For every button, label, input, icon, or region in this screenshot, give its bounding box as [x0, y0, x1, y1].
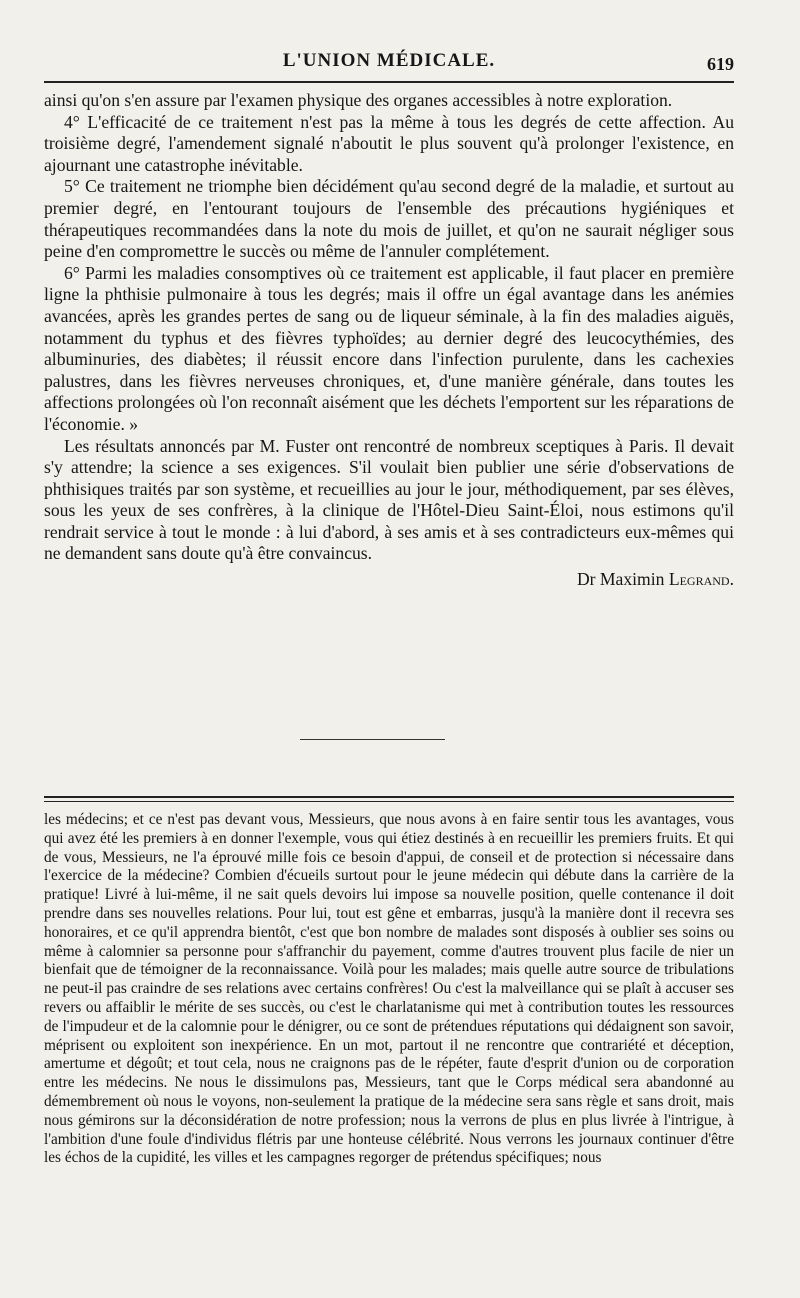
- page-header: [44, 50, 734, 80]
- feuilleton-paragraph: les médecins; et ce n'est pas devant vous, Messieurs, que nous avons à en faire sentir tous les avantages, vous qui avez été les premiers à en donner l'exemple, vous qui étiez destinés à en recueillir les premiers fruits. Et qui de vous, Messieurs, ne l'a éprouvé mille fois ce besoin d'appui, de conseil et de protection si nécessaire dans l'exercice de la médecine? Combien d'écueils surtout pour le jeune médecin qui débute dans la carrière de la pratique! Livré à lui-même, il ne sait quels devoirs lui impose sa nouvelle position, quelle contenance il doit prendre dans ses nouvelles relations. Pour lui, tout est gêne et embarras, jusqu'à la manière dont il recevra ses honoraires, et ce qu'il apprendra bientôt, c'est que bon nombre de malades sont disposés à oublier ses soins ou même à calomnier sa personne pour s'affranchir du payement, comme d'autres trouvent plus facile de nier un bienfait que de témoigner de la reconnaissance. Voilà pour les malades; mais quelle autre source de tribulations ne peut-il pas craindre de ses relations avec certains confrères! Ou c'est la malveillance qui se plaît à accuser ses revers ou affaiblir le mérite de ses succès, ou c'est le charlatanisme qui met à contribution toutes les ressources de l'impudeur et de la calomnie pour le dénigrer, ou ce sont de prétendues réputations qui dédaignent son savoir, méprisent ou exploitent son inexpérience. En un mot, partout il ne rencontre que contrariété et déception, amertume et dégoût; et tout cela, nous ne craignons pas de le répéter, faute d'esprit d'union ou de corporation entre les médecins. Ne nous le dissimulons pas, Messieurs, tant que le Corps médical sera abandonné au démembrement où nous le voyons, non-seulement la pratique de la médecine sera sans règle et sans droit, mais nous gémirons sur la déconsidération de notre profession; nous la verrons de plus en plus livrée à l'intrigue, à l'ambition d'une foule d'individus flétris par une honteuse célébrité. Nous verrons les journaux continuer d'être les échos de la cupidité, les villes et les campagnes regorger de prétendus spécifiques; nous: [44, 811, 734, 1167]
- article-end-rule: [300, 739, 445, 740]
- signature-name: Legrand.: [668, 569, 734, 590]
- feuilleton-body: [44, 811, 734, 1168]
- journal-title: L'UNION MÉDICALE.: [282, 50, 496, 71]
- feuilleton-rule: [44, 796, 734, 798]
- paragraph-point-6: 6° Parmi les maladies consomptives où ce traitement est applicable, il faut placer en première ligne la phthisie pulmonaire à tous les degrés; mais il offre un égal avantage dans les anémies avancées, après les grandes pertes de sang ou de liqueur séminale, à la fin des maladies aiguës, notamment du typhus et des fièvres typhoïdes; au dernier degré des leucocythémies, des albuminuries, des diabètes; il réussit encore dans l'infection purulente, dans les cachexies palustres, dans les fièvres nerveuses chroniques, et, d'une manière générale, dans toutes les affections prolongées où l'on reconnaît aisément que les déchets l'emportent sur les réparations de l'économie. »: [44, 262, 734, 434]
- paragraph-commentary: Les résultats annoncés par M. Fuster ont rencontré de nombreux sceptiques à Paris. Il devait s'y attendre; la science a ses exigences. S'il voulait bien publier une série d'observations de phthisiques traités par son système, et recueillies au jour le jour, méthodiquement, par ses élèves, sous les yeux de ses confrères, à la clinique de l'Hôtel-Dieu Saint-Éloi, nous estimons qu'il rendrait service à tout le monde : à lui d'abord, à ses amis et à ses contradicteurs eux-mêmes qui ne demandent sans doute qu'à être convaincus.: [44, 435, 734, 564]
- page-number: 619: [707, 54, 734, 74]
- article-body: [44, 90, 734, 591]
- paragraph-point-5: 5° Ce traitement ne triomphe bien décidément qu'au second degré de la maladie, et surtout au premier degré, en l'entourant toujours de l'ensemble des précautions hygiéniques et thérapeutiques recommandées dans la note du mois de juillet, et qu'on ne saurait négliger sous peine d'en compromettre le succès ou même de l'annuler complétement.: [44, 176, 734, 262]
- signature-prefix: Dr Maximin: [576, 569, 665, 590]
- paragraph-continuation: ainsi qu'on s'en assure par l'examen physique des organes accessibles à notre exploration.: [44, 90, 673, 110]
- feuilleton-rule-inner: [44, 801, 734, 802]
- author-signature: [44, 569, 734, 591]
- paragraph-point-4: 4° L'efficacité de ce traitement n'est pas la même à tous les degrés de cette affection. Au troisième degré, l'amendement signalé n'aboutit le plus souvent qu'à prolonger l'existence, en ajournant une catastrophe inévitable.: [44, 111, 734, 175]
- header-rule: [44, 81, 734, 83]
